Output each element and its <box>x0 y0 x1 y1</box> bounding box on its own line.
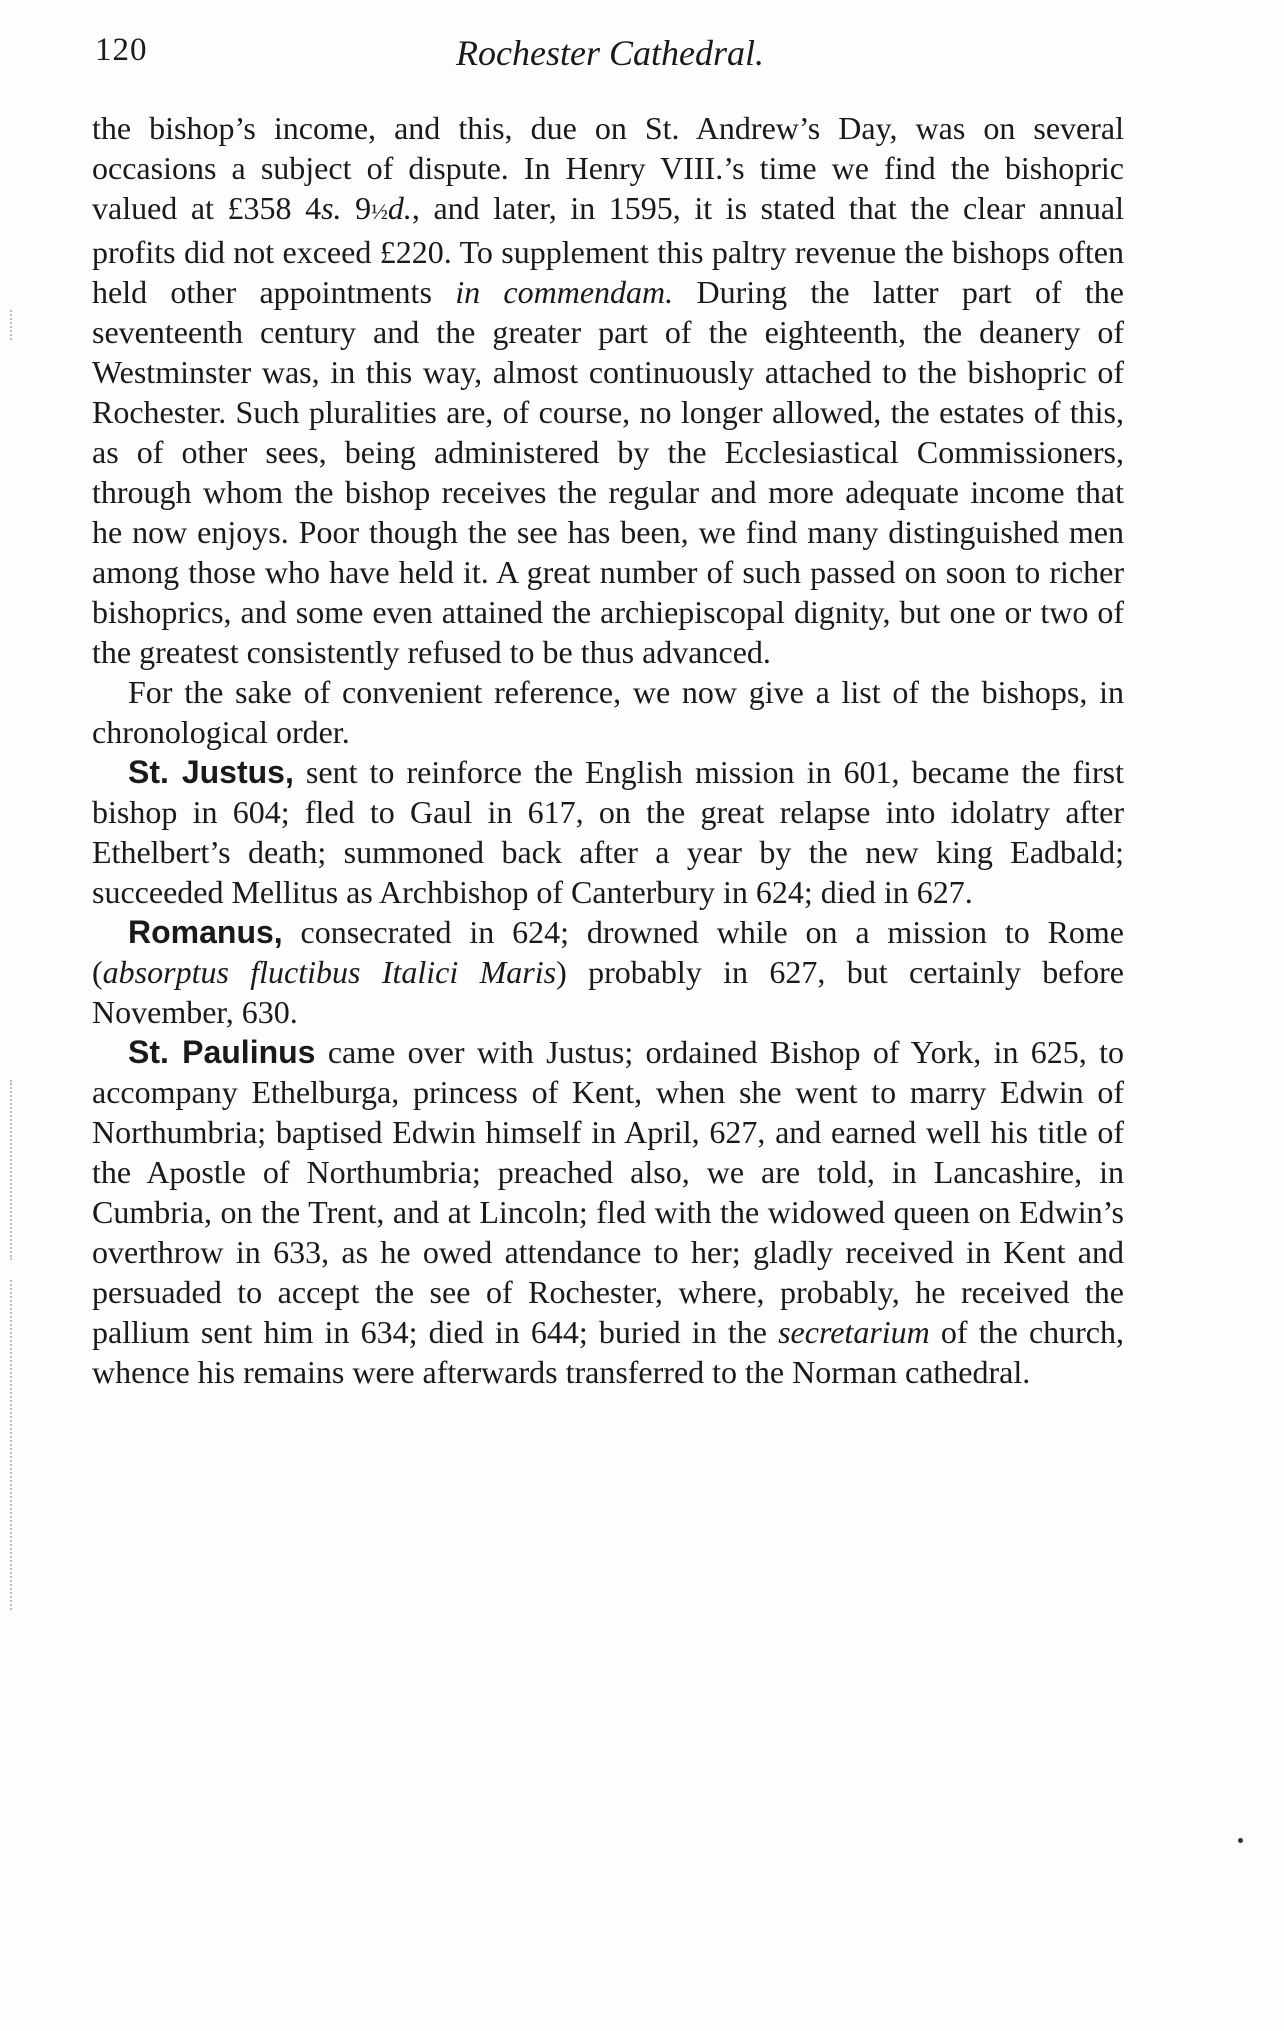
entry-text: consecrated in 624; drowned while on a mission to Rome ( <box>92 914 1124 990</box>
scan-margin-mark <box>10 1080 12 1260</box>
latin-phrase: absorptus fluctibus Italici Maris <box>102 954 557 990</box>
running-title: Rochester Cathedral. <box>456 33 764 73</box>
page-body <box>92 108 1124 1392</box>
text-run: the bishop’s income, and this, due on St. Andrew’s Day, was on several occasions a subject of dispute. In Henry VIII.’s time we find the bishopric valued at £358 4 <box>92 110 1124 226</box>
text-run: 9 <box>341 190 372 226</box>
scan-speck <box>1238 1838 1243 1843</box>
entry-text: sent to reinforce the English mission in 601, became the first bishop in 604; fled to Gaul in 617, on the great relapse into idolatry after Ethelbert’s death; summoned back after a year by the new king Eadbald; succeeded Mellitus as Archbishop of Canterbury in 624; died in 627. <box>92 754 1125 910</box>
text-run: , and later, in 1595, it is stated that the clear annual profits did not exceed £220. To supplement this paltry revenue the bishops often held other appointments <box>92 190 1125 310</box>
entry-romanus <box>92 912 1124 1032</box>
entry-text: ) probably in 627, but certainly before November, 630. <box>92 954 1125 1030</box>
paragraph-revenue <box>92 108 1124 672</box>
text-run: During the latter part of the seventeenth century and the greater part of the eighteenth, the deanery of Westminster was, in this way, almost continuously attached to the bishopric of Rochester. Such pluralities are, of course, no longer allowed, the estates of this, as of other sees, being administered by the Ecclesiastical Commissioners, through whom the bishop receives the regular and more adequate income that he now enjoys. Poor though the see has been, we find many distinguished men among those who have held it. A great number of such passed on soon to richer bishoprics, and some even attained the archiepiscopal dignity, but one or two of the greatest consistently refused to be thus advanced. <box>92 274 1124 670</box>
bishop-name: Romanus, <box>128 914 283 950</box>
scan-margin-mark <box>10 310 12 340</box>
bishop-name: St. Justus, <box>128 754 294 790</box>
entry-justus <box>92 752 1124 912</box>
entry-text: of the church, whence his remains were afterwards transferred to the Norman cathedral. <box>92 1314 1125 1390</box>
fraction: ½ <box>371 199 388 224</box>
pence-abbrev: d. <box>387 190 412 226</box>
paragraph-list-intro: For the sake of convenient reference, we now give a list of the bishops, in chronological order. <box>92 674 1124 750</box>
shillings-abbrev: s. <box>321 190 342 226</box>
bishop-name: St. Paulinus <box>128 1034 316 1070</box>
entry-paulinus <box>92 1032 1124 1392</box>
latin-phrase: secretarium <box>778 1314 930 1350</box>
latin-phrase: in commendam. <box>455 274 674 310</box>
page-number: 120 <box>95 32 148 68</box>
entry-text: came over with Justus; ordained Bishop of York, in 625, to accompany Ethelburga, princess of Kent, when she went to marry Edwin of Northumbria; baptised Edwin himself in April, 627, and earned well his title of the Apostle of Northumbria; preached also, we are told, in Lancashire, in Cumbria, on the Trent, and at Lincoln; fled with the widowed queen on Edwin’s overthrow in 633, as he owed attendance to her; gladly received in Kent and persuaded to accept the see of Rochester, where, probably, he received the pallium sent him in 634; died in 644; buried in the <box>92 1034 1125 1350</box>
scan-margin-mark <box>10 1280 12 1610</box>
page-header <box>95 32 1125 76</box>
